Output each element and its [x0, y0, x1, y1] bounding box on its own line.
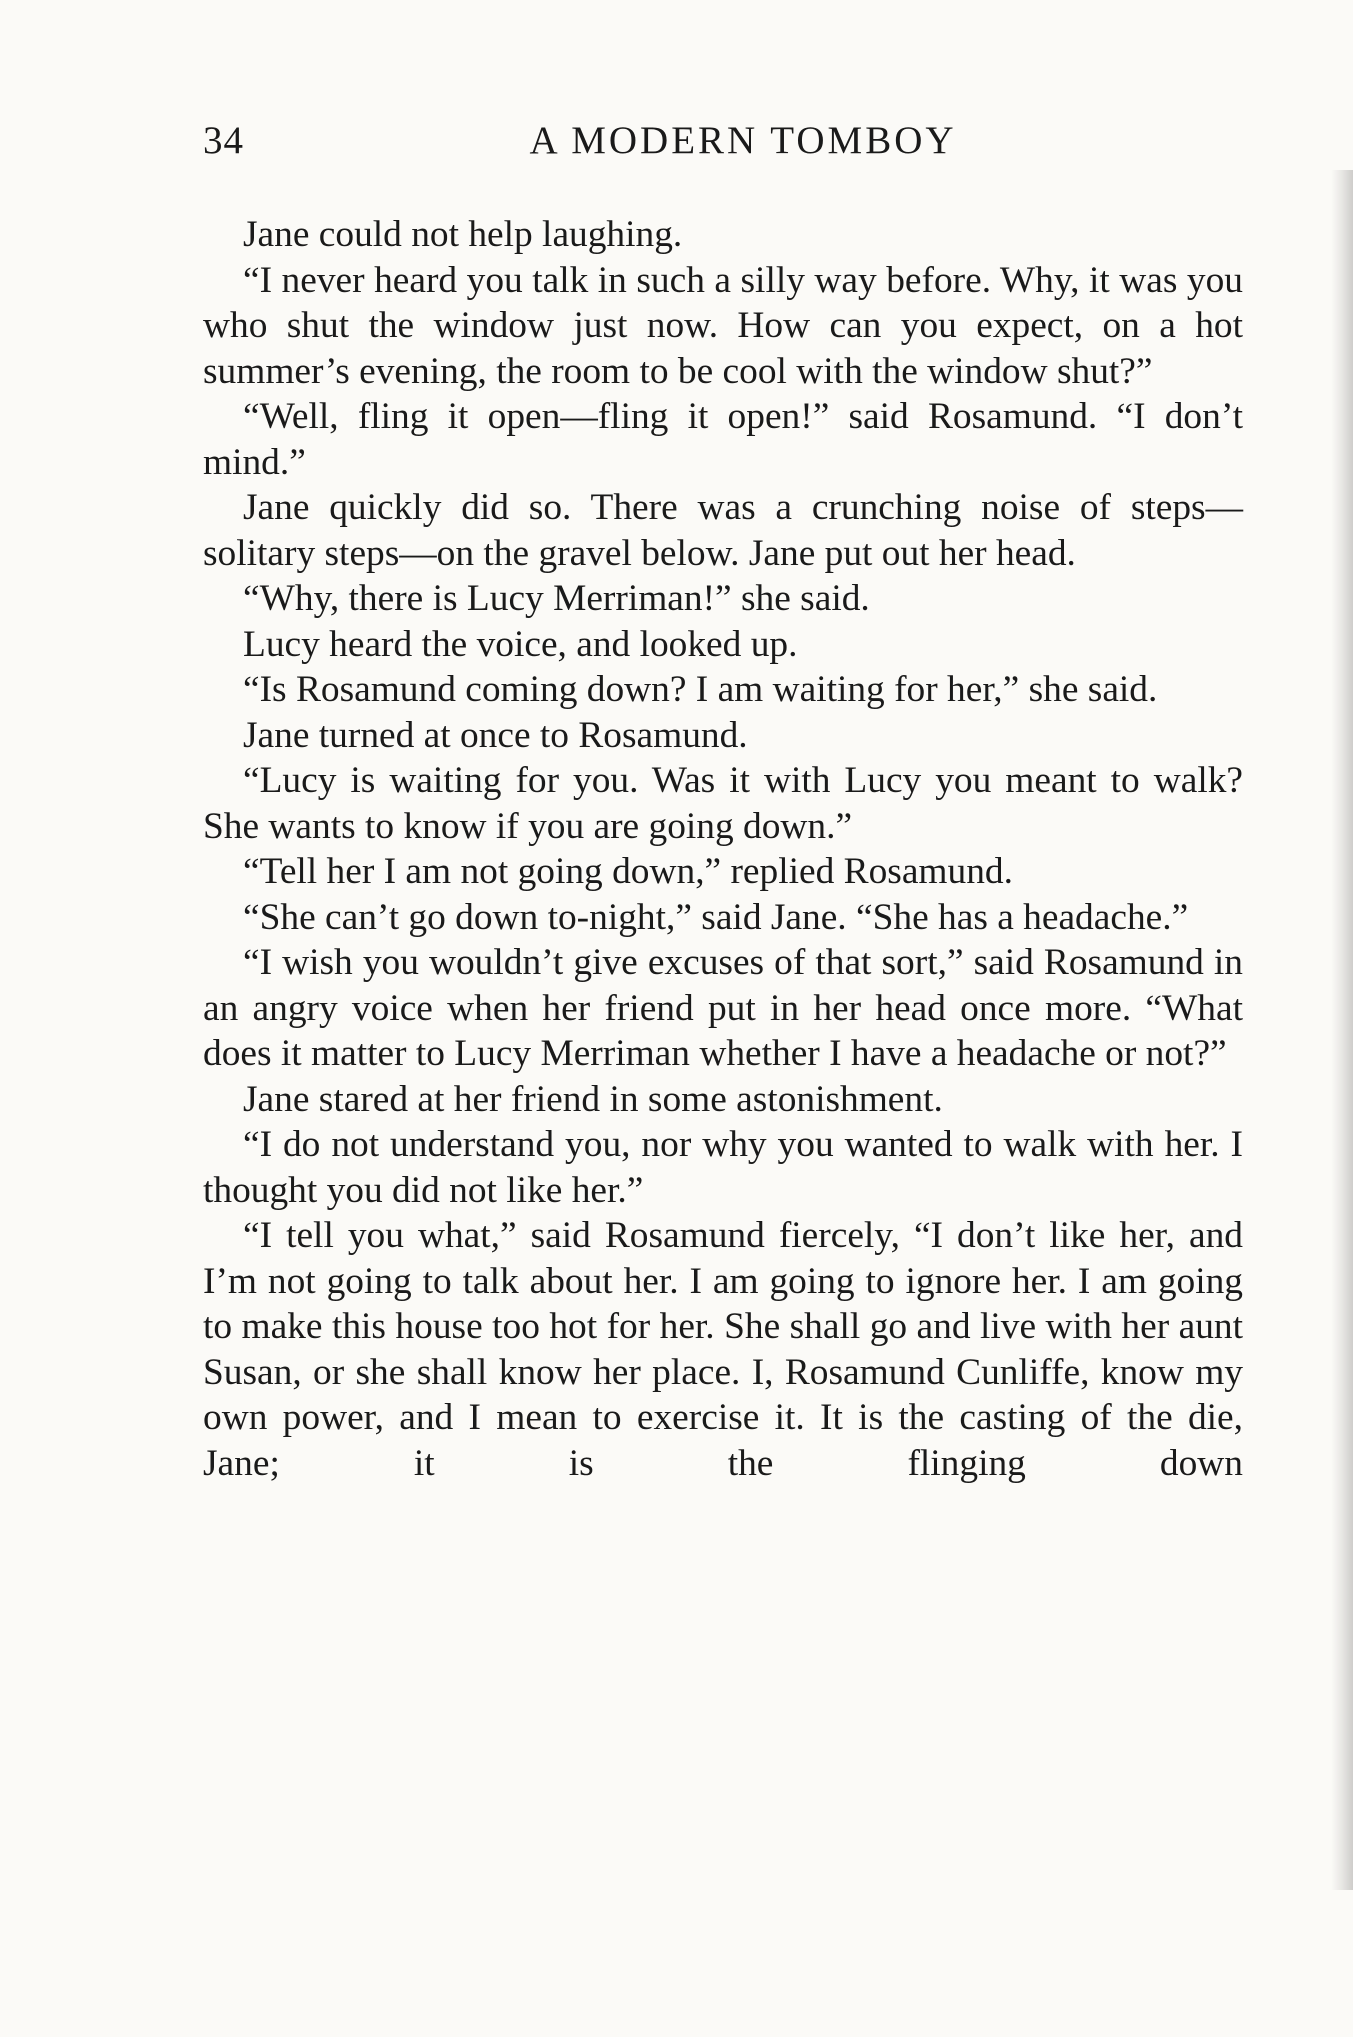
- paragraph: “Well, fling it open—fling it open!” said Rosamund. “I don’t mind.”: [203, 396, 1243, 483]
- paragraph: Jane could not help laughing.: [243, 214, 683, 255]
- paragraph: Jane stared at her friend in some astonishment.: [243, 1078, 943, 1120]
- paragraph: “I do not understand you, nor why you wanted to walk with her. I thought you did not like her.”: [203, 1124, 1243, 1211]
- page-number: 34: [203, 119, 244, 162]
- paragraph: “I wish you wouldn’t give excuses of that sort,” said Rosamund in an angry voice when her friend put in her head once more. “What does it matter to Lucy Merriman whether I have a headache or not?”: [203, 942, 1243, 1074]
- paragraph: “I tell you what,” said Rosamund fiercely, “I don’t like her, and I’m not going to talk about her. I am going to ignore her. I am going to make this house too hot for her. She shall go and live with her aunt Susan, or she shall know her place. I, Rosamund Cunliffe, know my own power, and I mean to exercise it. It is the casting of the die, Jane; it is the flinging down: [203, 1215, 1243, 1484]
- running-title: A MODERN TOMBOY: [529, 119, 957, 162]
- paragraph: “She can’t go down to-night,” said Jane. “She has a headache.”: [243, 896, 1189, 938]
- paragraph: “Is Rosamund coming down? I am waiting for her,” she said.: [243, 669, 1158, 710]
- paragraph: “Tell her I am not going down,” replied Rosamund.: [243, 851, 1013, 892]
- paragraph: “Lucy is waiting for you. Was it with Lucy you meant to walk? She wants to know if you are going down.”: [203, 760, 1243, 847]
- body-text: [203, 212, 1243, 1486]
- paragraph: “I never heard you talk in such a silly way before. Why, it was you who shut the window just now. How can you expect, on a hot summer’s evening, the room to be cool with the window shut?”: [203, 259, 1243, 392]
- page-header: [203, 118, 1243, 168]
- paragraph: Lucy heard the voice, and looked up.: [243, 623, 798, 665]
- scan-edge-shadow: [1331, 170, 1353, 1890]
- paragraph: “Why, there is Lucy Merriman!” she said.: [243, 578, 870, 619]
- paragraph: Jane turned at once to Rosamund.: [243, 714, 748, 756]
- paragraph: Jane quickly did so. There was a crunching noise of steps—solitary steps—on the gravel below. Jane put out her head.: [203, 487, 1243, 574]
